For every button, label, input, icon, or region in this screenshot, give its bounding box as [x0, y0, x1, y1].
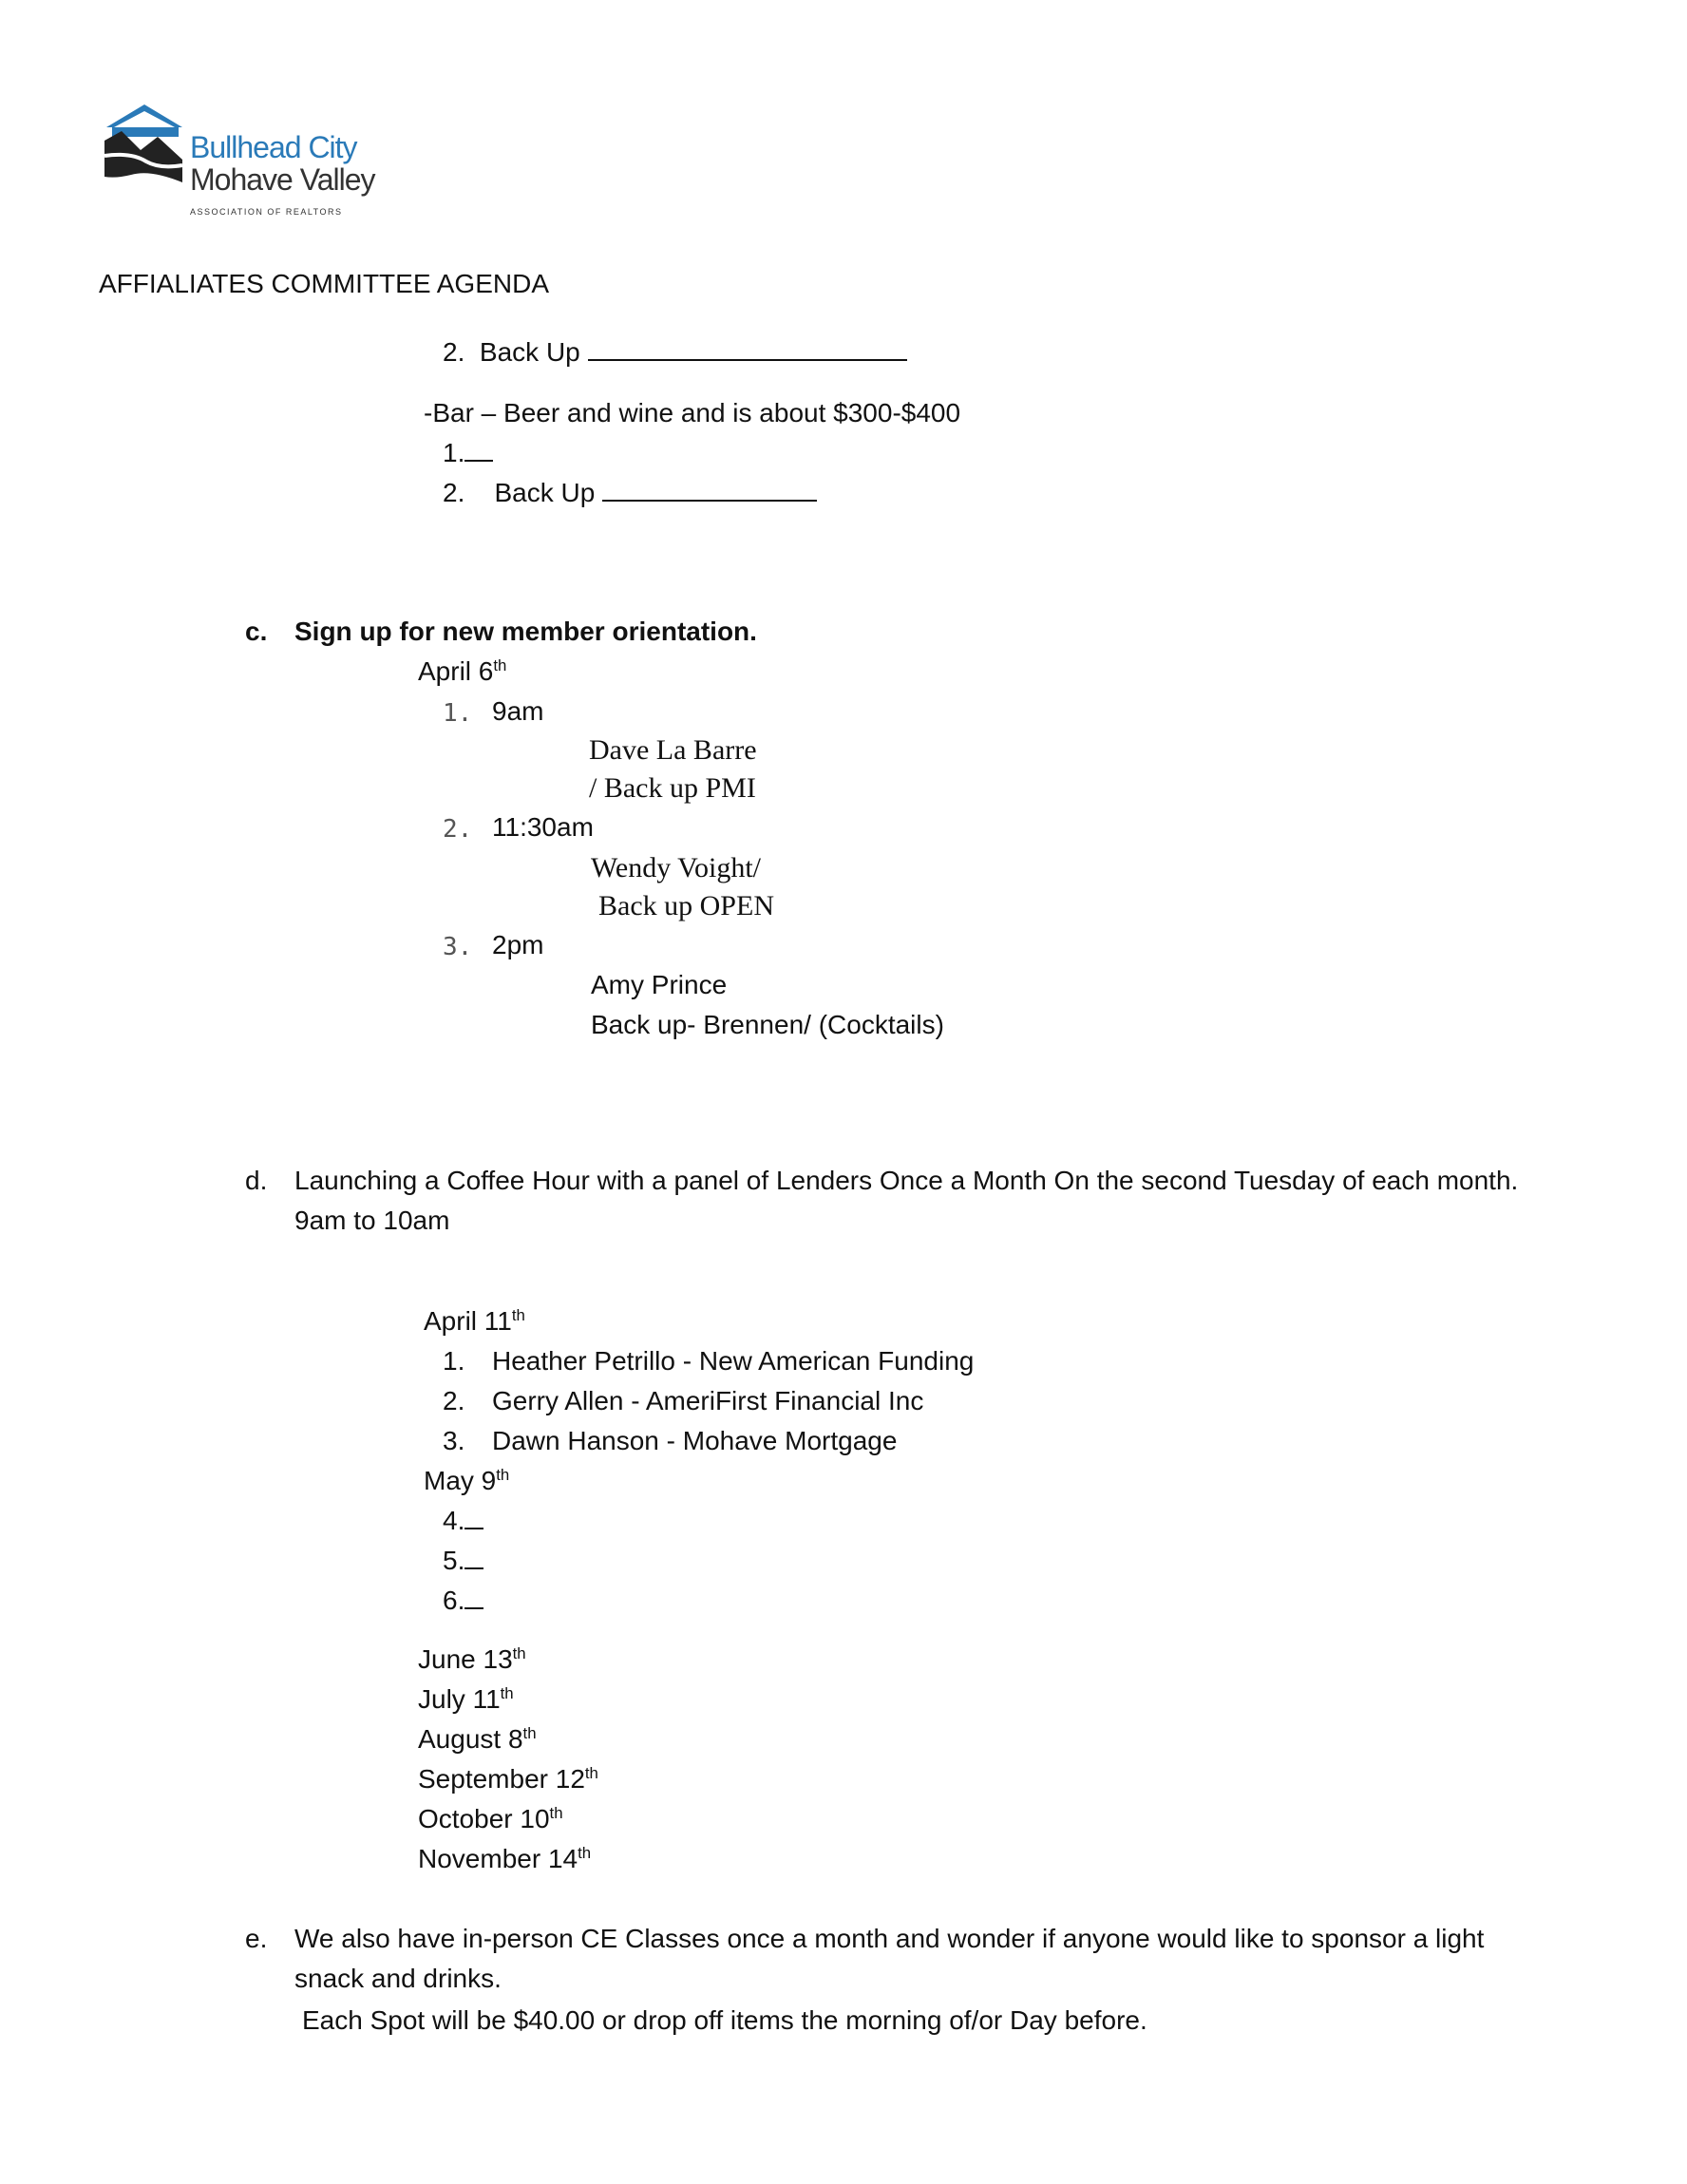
slot-host: Amy Prince	[591, 970, 728, 999]
month-date	[418, 1763, 598, 1795]
section-d-line2: 9am to 10am	[294, 1206, 450, 1235]
date-suffix: th	[578, 1843, 592, 1862]
section-c-date	[418, 655, 506, 688]
backup-item-2	[443, 336, 907, 369]
section-d-line1: Launching a Coffee Hour with a panel of Lenders Once a Month On the second Tuesday of each month.	[294, 1166, 1519, 1195]
month-date	[418, 1843, 591, 1875]
date-suffix: th	[500, 1683, 514, 1702]
date-text: August 8	[418, 1724, 523, 1754]
slot-backup: Back up- Brennen/ (Cocktails)	[591, 1010, 944, 1039]
month-date	[418, 1723, 537, 1756]
slot-time: 2pm	[492, 930, 544, 959]
list-number: 1.	[443, 1346, 465, 1376]
date-suffix: th	[522, 1723, 537, 1742]
mountain-icon	[104, 131, 182, 182]
april-date	[424, 1305, 525, 1338]
house-roof-icon	[106, 104, 182, 127]
bar-item-1	[443, 437, 493, 469]
signup-blank[interactable]	[464, 1505, 483, 1529]
signup-blank[interactable]	[464, 437, 493, 462]
lender-entry: Dawn Hanson - Mohave Mortgage	[492, 1426, 898, 1455]
date-text: April 11	[424, 1306, 512, 1336]
signup-blank[interactable]	[588, 336, 907, 361]
date-suffix: th	[549, 1803, 563, 1822]
list-number: 1.	[443, 438, 465, 467]
list-number: 2.	[443, 1386, 465, 1415]
list-number: 2.	[443, 337, 465, 367]
date-text: July 11	[418, 1684, 501, 1714]
backup-label: Back Up	[494, 478, 596, 507]
date-text: September 12	[418, 1764, 585, 1794]
section-e-line2: snack and drinks.	[294, 1964, 502, 1993]
signup-blank[interactable]	[602, 477, 817, 502]
lender-entry: Heather Petrillo - New American Funding	[492, 1346, 975, 1376]
slot-number: 2.	[443, 815, 473, 844]
may-date	[424, 1465, 509, 1497]
list-number: 5.	[443, 1546, 465, 1575]
date-text: June 13	[418, 1644, 513, 1674]
lender-entry: Gerry Allen - AmeriFirst Financial Inc	[492, 1386, 924, 1415]
section-e-line3: Each Spot will be $40.00 or drop off items the morning of/or Day before.	[302, 2005, 1147, 2035]
bar-line: -Bar – Beer and wine and is about $300-$400	[424, 398, 961, 427]
slot-time: 11:30am	[492, 812, 594, 842]
section-e-letter: e.	[245, 1924, 268, 1953]
slot-time: 9am	[492, 696, 544, 726]
date-text: April 6	[418, 656, 494, 686]
backup-label: Back Up	[479, 337, 580, 367]
may-item	[443, 1585, 483, 1617]
slot-host: Wendy Voight/	[591, 852, 761, 883]
month-date	[418, 1683, 514, 1716]
month-date	[418, 1803, 563, 1835]
date-suffix: th	[511, 1305, 525, 1324]
may-item	[443, 1545, 483, 1577]
date-suffix: th	[493, 655, 507, 674]
list-number: 2.	[443, 478, 465, 507]
date-text: October 10	[418, 1804, 550, 1833]
section-d-letter: d.	[245, 1166, 268, 1195]
signup-blank[interactable]	[464, 1545, 483, 1569]
list-number: 6.	[443, 1586, 465, 1615]
slot-host: Dave La Barre	[589, 734, 757, 766]
logo-line1: Bullhead City	[190, 130, 357, 164]
may-item	[443, 1505, 483, 1537]
section-e-line1: We also have in-person CE Classes once a month and wonder if anyone would like to sponsor a light	[294, 1924, 1485, 1953]
list-number: 3.	[443, 1426, 465, 1455]
signup-blank[interactable]	[464, 1585, 483, 1609]
date-text: May 9	[424, 1466, 497, 1495]
date-text: November 14	[418, 1844, 578, 1873]
logo-line2: Mohave Valley	[190, 162, 375, 197]
date-suffix: th	[584, 1763, 598, 1782]
association-logo	[103, 103, 378, 221]
slot-backup: / Back up PMI	[589, 772, 756, 804]
slot-backup: Back up OPEN	[598, 890, 774, 921]
date-suffix: th	[512, 1643, 526, 1662]
logo-line3: ASSOCIATION OF REALTORS	[190, 207, 343, 217]
section-c-heading: Sign up for new member orientation.	[294, 617, 757, 646]
page-title: AFFIALIATES COMMITTEE AGENDA	[99, 269, 549, 298]
date-suffix: th	[496, 1465, 510, 1484]
section-c-letter: c.	[245, 617, 268, 646]
slot-number: 3.	[443, 933, 473, 961]
bar-item-2	[443, 477, 817, 509]
slot-number: 1.	[443, 699, 473, 728]
list-number: 4.	[443, 1506, 465, 1535]
month-date	[418, 1643, 526, 1676]
